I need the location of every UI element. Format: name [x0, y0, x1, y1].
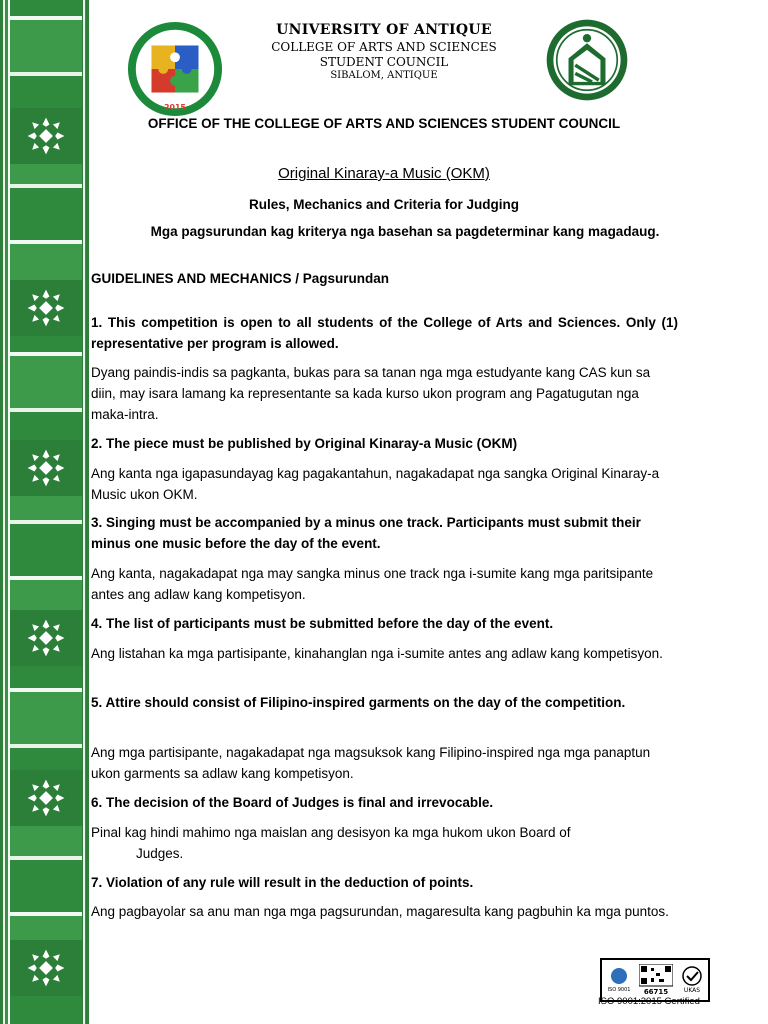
- snowflake-ornament-tile: [10, 610, 82, 666]
- rule-7-local: Ang pagbayolar sa anu man nga mga pagsurundan, magaresulta kang pagbuhin ka mga puntos.: [91, 904, 669, 919]
- snowflake-icon: [23, 945, 69, 991]
- snowflake-ornament-tile: [10, 280, 82, 336]
- snowflake-icon: [23, 113, 69, 159]
- svg-text:UKAS: UKAS: [683, 987, 700, 994]
- snowflake-ornament-tile: [10, 108, 82, 164]
- iso-certified-text: ISO 9001:2015 Certified: [598, 996, 700, 1007]
- rule-5-local: Ang mga partisipante, nagakadapat nga magsuksok kang Filipino-inspired nga mga panaptun ukon garments sa adlaw kang kompetisyon.: [91, 745, 651, 781]
- ukas-icon: [678, 965, 706, 995]
- border-edge-line: [86, 0, 89, 1024]
- qr-code-icon: [639, 964, 673, 996]
- rule-1-local: Dyang paindis-indis sa pagkanta, bukas para sa tanan nga mga estudyante kang CAS kun sa diin, may isara lamang ka representante sa kada kurso ukon program ang Pagatugutan nga maka-intra.: [91, 365, 651, 422]
- snowflake-icon: [23, 445, 69, 491]
- student-council-seal: [544, 18, 630, 102]
- rule-6-local-line2: Judges.: [136, 846, 184, 861]
- college-logo: [126, 20, 224, 118]
- rule-3-local: Ang kanta, nagakadapat nga may sangka minus one track nga i-sumite kang mga paritsipante antes ang adlaw kang kompetisyon.: [91, 566, 654, 602]
- snowflake-ornament-tile: [10, 940, 82, 996]
- rule-3-english: 3. Singing must be accompanied by a minus one track. Participants must submit their minus one music before the day of the event.: [91, 515, 641, 551]
- snowflake-ornament-tile: [10, 770, 82, 826]
- university-name: UNIVERSITY OF ANTIQUE: [276, 22, 492, 38]
- snowflake-icon: [23, 615, 69, 661]
- section-heading: GUIDELINES AND MECHANICS / Pagsurundan: [91, 271, 390, 286]
- rule-6-local-line1: Pinal kag hindi mahimo nga maislan ang desisyon ka mga hukom ukon Board of: [91, 825, 571, 840]
- svg-text:2015: 2015: [164, 103, 186, 113]
- document-subtitle-local: Mga pagsurundan kag kriterya nga basehan sa pagdeterminar kang magadaug.: [150, 224, 660, 239]
- rule-6-local: [91, 822, 678, 864]
- rule-2-local: Ang kanta nga igapasundayag kag pagakantahun, nagakadapat nga sangka Original Kinaray-a Music ukon OKM.: [91, 466, 660, 502]
- rule-2-english: 2. The piece must be published by Original Kinaray-a Music (OKM): [91, 436, 518, 451]
- rule-4-local: Ang listahan ka mga partisipante, kinahanglan nga i-sumite antes ang adlaw kang kompetisyon.: [91, 646, 663, 661]
- snowflake-icon: [23, 285, 69, 331]
- rule-1-english: 1. This competition is open to all students of the College of Arts and Sciences. Only (1) representative per program is allowed.: [91, 315, 678, 351]
- council-name: STUDENT COUNCIL: [319, 55, 449, 69]
- office-heading: OFFICE OF THE COLLEGE OF ARTS AND SCIENCES STUDENT COUNCIL: [147, 116, 621, 131]
- svg-text:ISO 9001: ISO 9001: [607, 987, 631, 993]
- document-title: Original Kinaray-a Music (OKM): [278, 165, 490, 182]
- snowflake-icon: [23, 775, 69, 821]
- rule-4-english: 4. The list of participants must be submitted before the day of the event.: [91, 616, 554, 631]
- document-subtitle: Rules, Mechanics and Criteria for Judging: [248, 197, 520, 212]
- location: SIBALOM, ANTIQUE: [330, 70, 438, 81]
- rule-7-english: 7. Violation of any rule will result in the deduction of points.: [91, 875, 474, 890]
- svg-text:66715: 66715: [643, 988, 669, 996]
- iso-mga-icon: [604, 965, 634, 995]
- college-name: COLLEGE OF ARTS AND SCIENCES: [271, 40, 497, 54]
- snowflake-ornament-tile: [10, 440, 82, 496]
- rule-5-english: 5. Attire should consist of Filipino-inspired garments on the day of the competition.: [91, 695, 626, 710]
- rule-6-english: 6. The decision of the Board of Judges is final and irrevocable.: [91, 795, 494, 810]
